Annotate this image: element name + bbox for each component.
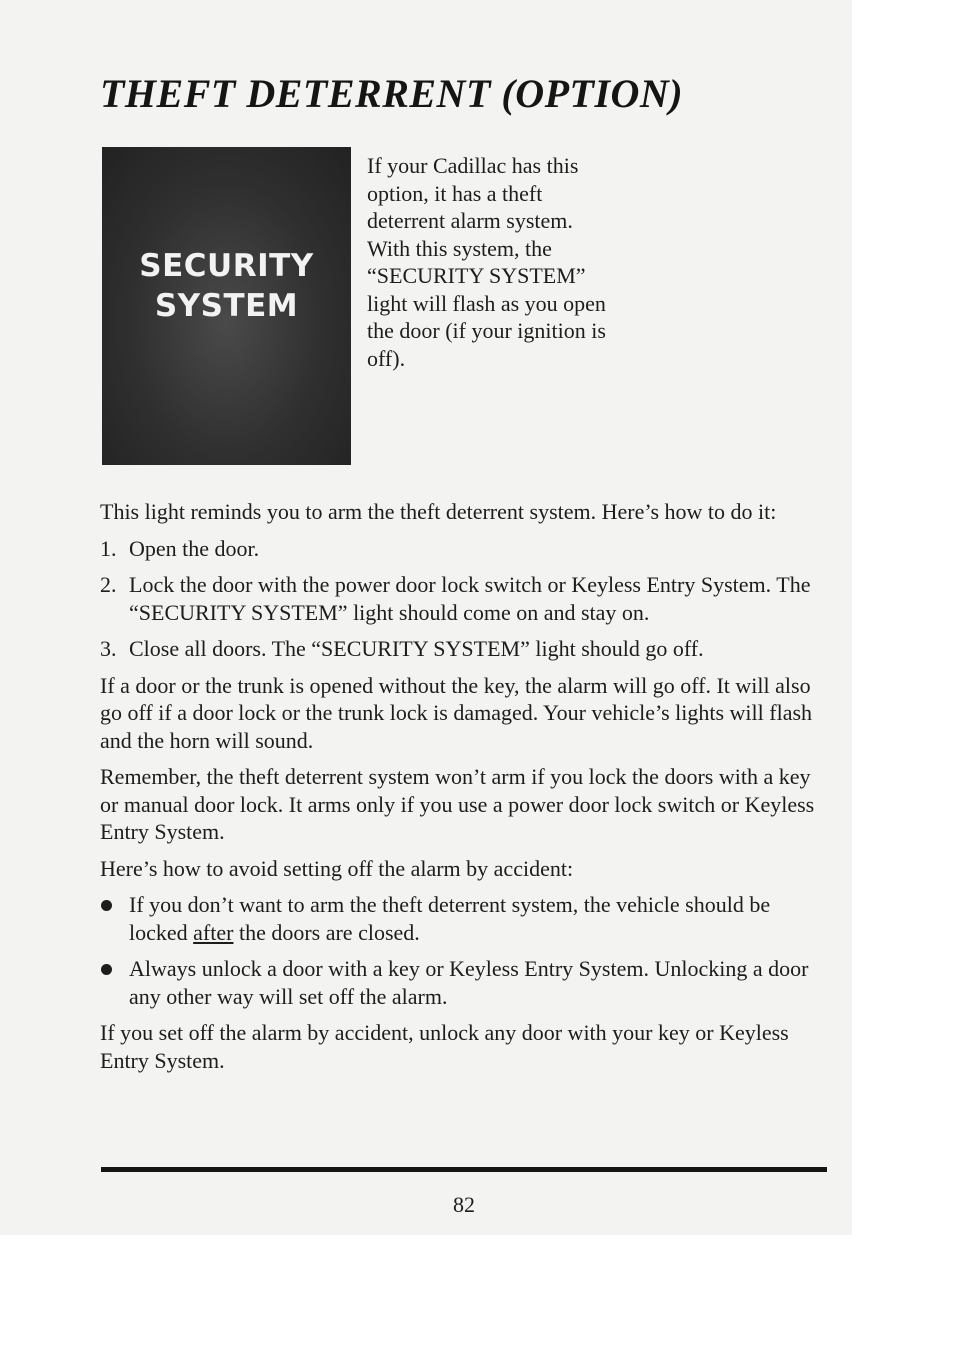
paragraph-avoid-intro: Here’s how to avoid setting off the alarm by accident: bbox=[100, 855, 574, 881]
step-text: Lock the door with the power door lock switch or Keyless Entry System. The “SECURITY SYSTEM” light should come on and stay on. bbox=[129, 572, 811, 625]
step-number: 2. bbox=[100, 572, 117, 597]
body-text bbox=[100, 498, 820, 1083]
list-item bbox=[100, 535, 820, 563]
indicator-line-1: SECURITY bbox=[139, 248, 314, 284]
step-text: Close all doors. The “SECURITY SYSTEM” light should go off. bbox=[129, 636, 704, 661]
page-number: 82 bbox=[453, 1192, 475, 1217]
footer-divider bbox=[101, 1167, 827, 1172]
security-system-indicator-image bbox=[102, 147, 351, 465]
emphasis-after: after bbox=[193, 919, 234, 945]
paragraph-arming-note: Remember, the theft deterrent system won’t arm if you lock the doors with a key or manual door lock. It arms only if you use a power door lock switch or Keyless Entry System. bbox=[100, 764, 815, 844]
list-item bbox=[100, 635, 820, 663]
bullet-icon bbox=[101, 964, 112, 975]
bullet-text: Always unlock a door with a key or Keyless Entry System. Unlocking a door any other way will set off the alarm. bbox=[129, 956, 809, 1009]
list-item bbox=[100, 955, 820, 1010]
intro-paragraph: If your Cadillac has this option, it has a theft deterrent alarm system. With this system, the “SECURITY SYSTEM” light will flash as you open the door (if your ignition is off). bbox=[367, 153, 606, 371]
indicator-line-2: SYSTEM bbox=[154, 288, 299, 324]
step-number: 3. bbox=[100, 636, 117, 661]
bullet-text-before: If you don’t want to arm the theft deterrent system, the vehicle should be locked bbox=[129, 892, 771, 945]
paragraph-alarm-trigger: If a door or the trunk is opened without the key, the alarm will go off. It will also go off if a door lock or the trunk lock is damaged. Your vehicle’s lights will flash and the horn will sound. bbox=[100, 672, 813, 753]
page-title: THEFT DETERRENT (OPTION) bbox=[100, 71, 684, 116]
arming-steps-list bbox=[100, 535, 820, 663]
avoid-alarm-list bbox=[100, 891, 820, 1010]
step-text: Open the door. bbox=[129, 535, 260, 561]
list-item bbox=[100, 891, 820, 946]
paragraph-accidental-alarm: If you set off the alarm by accident, unlock any door with your key or Keyless Entry System. bbox=[100, 1020, 789, 1073]
bullet-icon bbox=[101, 900, 112, 911]
bullet-text-after: the doors are closed. bbox=[233, 919, 420, 945]
step-number: 1. bbox=[100, 535, 117, 561]
list-item bbox=[100, 571, 820, 626]
paragraph-arm-intro: This light reminds you to arm the theft deterrent system. Here’s how to do it: bbox=[100, 499, 777, 524]
